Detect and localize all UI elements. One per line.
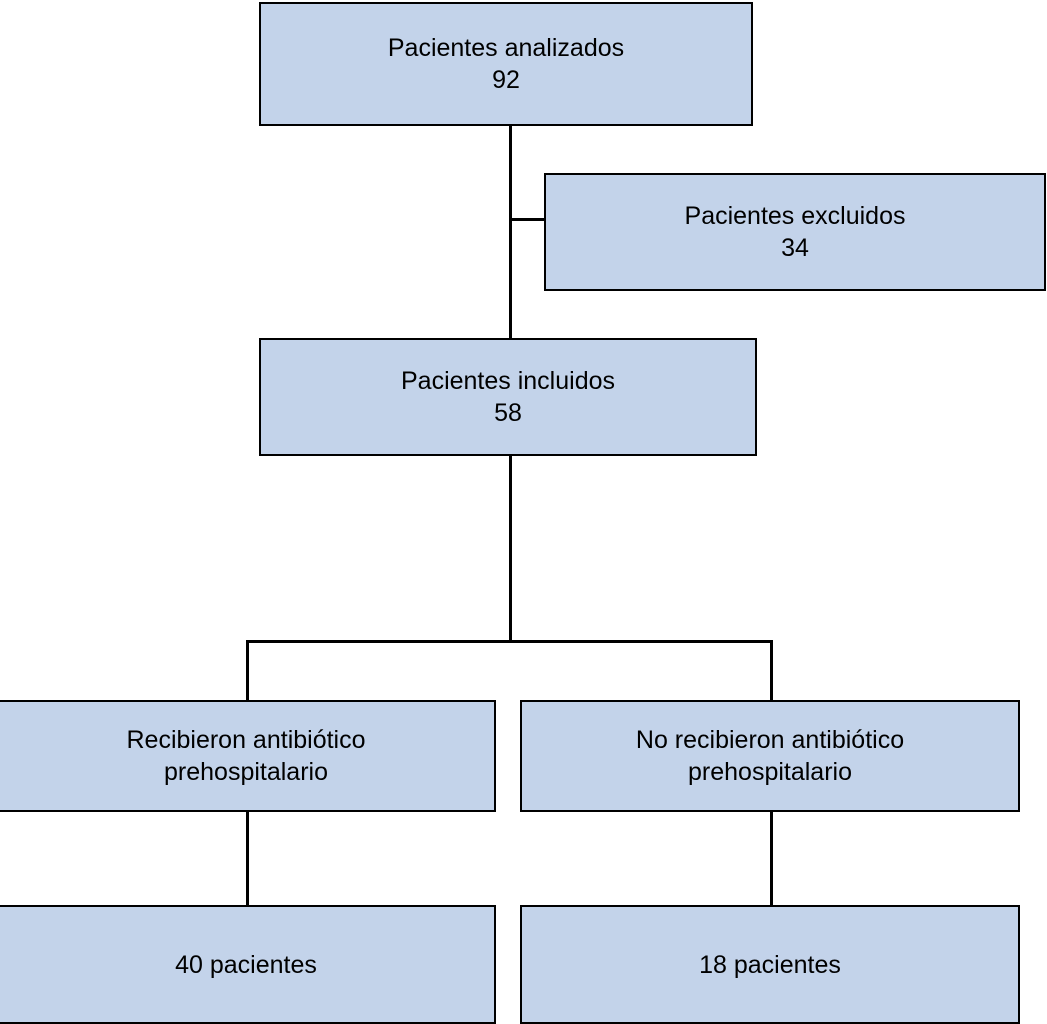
connector-recibieron-to-count [246, 812, 249, 905]
node-line-1: Pacientes analizados [387, 34, 625, 62]
node-pacientes-incluidos [259, 338, 757, 456]
connector-split-right [770, 640, 773, 700]
node-line-2: 34 [781, 234, 809, 262]
node-no-recibieron-antibiotico [520, 700, 1020, 812]
node-no-recibieron-pacientes-count [520, 905, 1020, 1024]
node-line-2: 58 [494, 399, 522, 427]
connector-to-excluidos [509, 218, 545, 221]
node-line-1: No recibieron antibiótico [635, 726, 905, 754]
node-line-1: Pacientes incluidos [400, 367, 615, 395]
connector-split-left [246, 640, 249, 700]
node-recibieron-antibiotico [0, 700, 496, 812]
node-line-2: prehospitalario [688, 758, 852, 786]
node-recibieron-pacientes-count [0, 905, 496, 1024]
node-pacientes-analizados [259, 2, 753, 126]
connector-incluidos-to-split [509, 456, 512, 642]
node-line-1: Pacientes excluidos [684, 202, 906, 230]
node-line-1: 18 pacientes [699, 950, 841, 979]
node-pacientes-excluidos [544, 173, 1046, 291]
node-line-2: 92 [492, 66, 520, 94]
node-line-2: prehospitalario [164, 758, 328, 786]
connector-split-horizontal [246, 640, 773, 643]
connector-analizados-to-incluidos [509, 126, 512, 338]
node-line-1: Recibieron antibiótico [126, 726, 366, 754]
connector-no-recibieron-to-count [770, 812, 773, 905]
node-line-1: 40 pacientes [175, 950, 317, 979]
